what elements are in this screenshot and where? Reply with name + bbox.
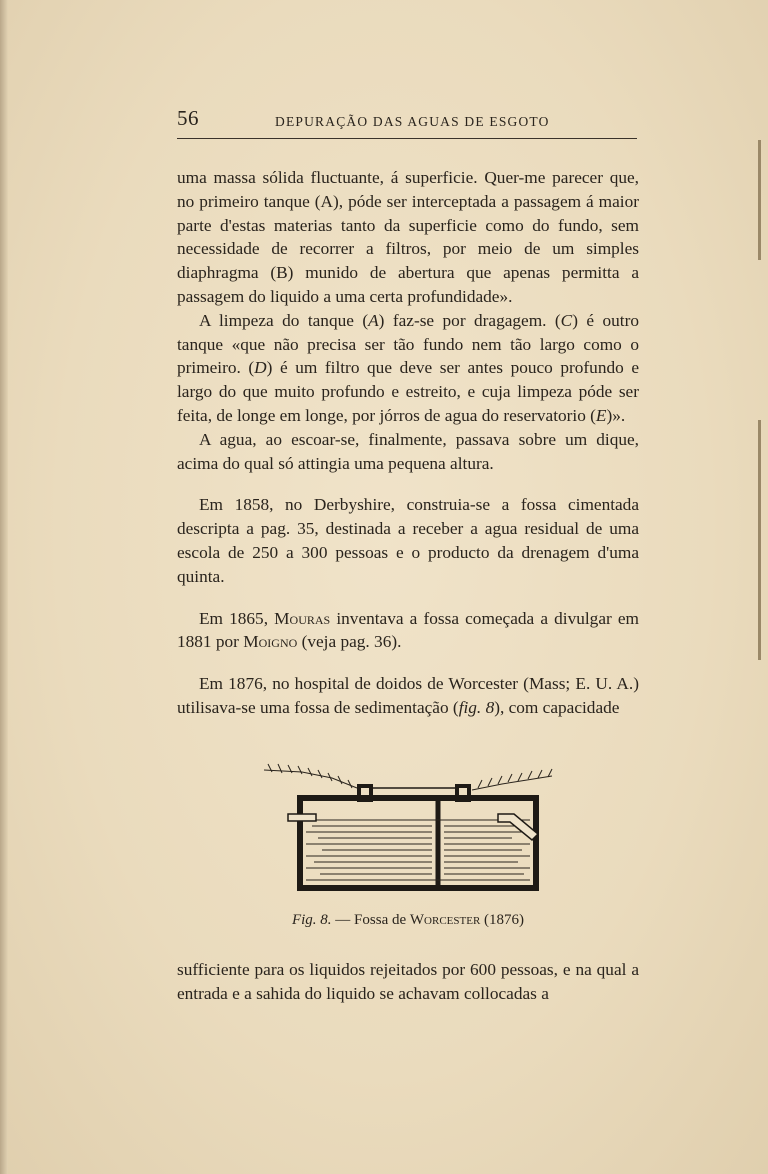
letter-label: E [595, 405, 607, 425]
paragraph [177, 672, 639, 720]
edge-mark [758, 140, 761, 260]
text-run: ) faz-se por dragagem. ( [378, 310, 561, 330]
letter-label: C [560, 310, 573, 330]
running-head: DEPURAÇÃO DAS AGUAS DE ESGOTO [275, 114, 550, 129]
figure-worcester-tank [262, 760, 562, 894]
page-header [177, 104, 637, 139]
paragraph: sufficiente para os liquidos rejeitados por 600 pessoas, e na qual a entrada e a sahida do liquido se achavam collocadas a [177, 960, 639, 1003]
caption-place: Worcester [409, 912, 481, 928]
water-lines [306, 820, 530, 880]
body-text [177, 166, 639, 720]
outlet-pipe [498, 814, 538, 840]
inlet-pipe [288, 814, 316, 821]
body-text-continued [177, 958, 639, 1006]
tank-illustration [262, 760, 562, 894]
letter-label: D [254, 358, 267, 378]
person-name: Mouras [274, 608, 331, 628]
text-run: Em 1876, no hospital de doidos de Worcester (Mass; E. U. A.) utilisava-se uma fossa de sedimentação ( [177, 674, 639, 717]
figure-caption [177, 912, 639, 929]
caption-label: Fig. 8. [291, 912, 332, 928]
text-run: )». [606, 405, 626, 425]
caption-year: (1876) [480, 912, 525, 928]
text-run: ), com capacidade [494, 697, 620, 717]
text-run: (veja pag. 36). [297, 632, 402, 652]
tank-walls [300, 786, 536, 888]
paragraph: Em 1858, no Derbyshire, construia-se a fossa cimentada descripta a pag. 35, destinada a receber a agua residual de uma escola de 250 a 300 pessoas e o producto da drenagem d'uma quinta. [177, 495, 639, 586]
text-run: ) é outro tanque «que não precisa ser tão fundo nem tão largo como o primeiro. ( [177, 310, 639, 378]
text-run: A limpeza do tanque ( [199, 310, 369, 330]
page-number: 56 [177, 106, 199, 130]
ground-hatching [264, 764, 552, 790]
paragraph [177, 607, 639, 655]
paragraph: uma massa sólida fluctuante, á superficie. Quer-me parecer que, no primeiro tanque (A), póde ser interceptada a passagem á maior parte d'estas materias tanto da superficie como do fundo, sem necessidade de recorrer a filtros, por meio de um simples diaphragma (B) munido de abertura que apenas permitta a passagem do liquido a uma certa profundidade». [177, 168, 639, 306]
person-name: Moigno [243, 632, 298, 652]
paragraph: A agua, ao escoar-se, finalmente, passava sobre um dique, acima do qual só attingia uma pequena altura. [177, 429, 639, 473]
edge-mark [758, 420, 761, 660]
text-run: ) é um filtro que deve ser antes pouco profundo e largo do que muito profundo e estreito, e cuja limpeza póde ser feita, de longe em longe, por jórros de agua do reservatorio ( [177, 358, 639, 425]
text-run: Em 1865, [199, 608, 275, 628]
text-run: inventava a fossa começada a divulgar em 1881 por [177, 608, 639, 652]
paragraph [177, 309, 639, 428]
page-edge [0, 0, 8, 1174]
letter-label: A [368, 310, 379, 330]
caption-text: — Fossa de [331, 912, 410, 928]
figure-reference: fig. 8 [458, 697, 495, 717]
